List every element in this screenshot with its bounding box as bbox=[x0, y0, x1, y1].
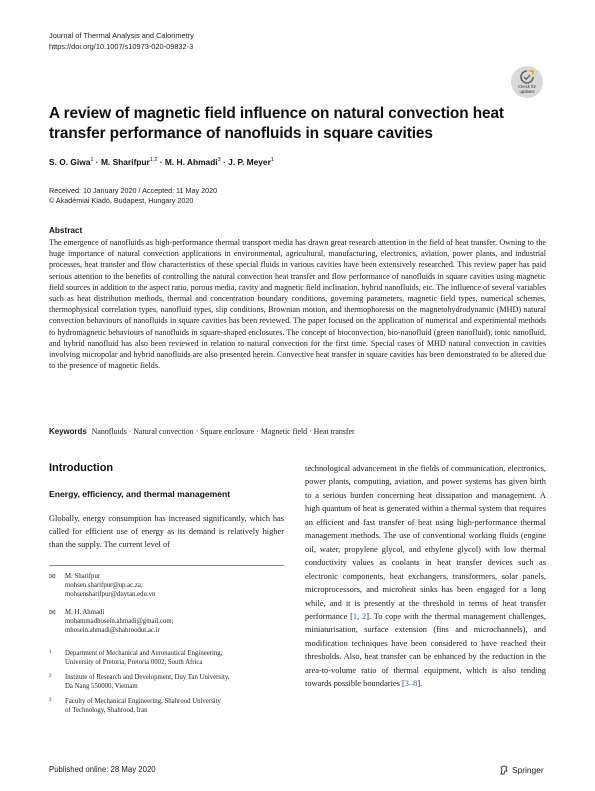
contact-block bbox=[49, 572, 155, 600]
contact-name: M. Sharifpur bbox=[65, 573, 101, 580]
check-for-updates-label: Check for updates bbox=[518, 83, 536, 94]
affiliation: 3 Faculty of Mechanical Engineering, Shahrood University of Technology, Shahrood, Iran bbox=[49, 698, 221, 715]
keywords-list: Nanofluids · Natural convection · Square enclosure · Magnetic field · Heat transfer bbox=[91, 427, 355, 436]
envelope-icon: ✉ bbox=[49, 572, 56, 581]
author-name[interactable]: M. Sharifpur bbox=[100, 157, 150, 167]
journal-header bbox=[49, 31, 194, 52]
publisher-logo bbox=[499, 765, 544, 775]
affiliation: 2 Institute of Research and Development, Duy Tan University, Da Nang 550000, Vietnam bbox=[49, 674, 230, 691]
footnote-divider bbox=[49, 565, 284, 566]
section-heading-introduction: Introduction bbox=[49, 462, 114, 474]
author-list: S. O. Giwa$^1$ · M. Sharifpur$^{1,2}$ · M. H. Ahmadi$^3$ · J. P. Meyer$^1$ bbox=[49, 157, 274, 167]
keywords-label: Keywords bbox=[49, 427, 87, 436]
contact-block bbox=[49, 608, 174, 636]
published-online: Published online: 28 May 2020 bbox=[49, 765, 156, 774]
contact-email[interactable]: mohammadhosein.ahmadi@gmail.com; bbox=[65, 618, 174, 626]
keywords bbox=[49, 427, 355, 436]
article-title: A review of magnetic field influence on natural convection heat transfer performance of nanofluids in square cavities bbox=[49, 105, 504, 142]
contact-email[interactable]: mhosein.ahmadi@shahroodut.ac.ir bbox=[65, 627, 160, 635]
intro-paragraph: Globally, energy consumption has increased significantly, which has called for efficient use of energy as its demand is relatively higher than the supply. The current level of bbox=[49, 514, 284, 549]
citation-link[interactable]: 3–8 bbox=[404, 679, 418, 689]
journal-doi[interactable]: https://doi.org/10.1007/s10973-020-09832-3 bbox=[49, 41, 194, 51]
journal-name: Journal of Thermal Analysis and Calorimetry bbox=[49, 31, 194, 40]
check-for-updates-icon bbox=[520, 70, 534, 84]
body-text-right-column: technological advancement in the fields of communication, electronics, power plants, computing, aviation, and power systems has given birth to a serious burden concerning heat dissipation and management. A high quantum of heat is generated within a thermal system that requires an efficient and fast transfer of heat using high-performance thermal management methods. The use of conventional working fluids (engine oil, water, propylene glycol, and ethylene glycol) with low thermal conductivity values as coolants in heat transfer devices such as electronic components, heat exchangers, transformers, solar panels, microprocessors, and microheat sinks has been engaged for a long while, and it is presently at the threshold in terms of heat transfer performance [1, 2]. To cope with the thermal management challenges, miniaturisation, surface extension (fins and microchannels), and modification techniques have been considered to have reached their thresholds. Also, heat transfer can be enhanced by the reduction in the area-to-volume ratio of thermal equipment, which is also tending towards possible boundaries [3–8]. bbox=[305, 464, 546, 689]
article-dates bbox=[49, 186, 217, 206]
envelope-icon: ✉ bbox=[49, 608, 56, 617]
author-name[interactable]: J. P. Meyer bbox=[228, 157, 271, 167]
springer-horse-icon bbox=[499, 765, 509, 775]
contact-email[interactable]: mohsen.sharifpur@up.ac.za; bbox=[65, 582, 143, 590]
publisher-name: Springer bbox=[512, 765, 544, 775]
affiliation: 1 Department of Mechanical and Aeronautical Engineering, University of Pretoria, Pretoria 0002, South Africa bbox=[49, 650, 223, 667]
contact-email[interactable]: mohsensharifpur@duytan.edu.vn bbox=[65, 591, 156, 599]
abstract-heading: Abstract bbox=[49, 226, 83, 235]
copyright-line: © Akadémiai Kiadó, Budapest, Hungary 2020 bbox=[49, 196, 194, 205]
subsection-heading: Energy, efficiency, and thermal management bbox=[49, 489, 231, 499]
abstract-text: The emergence of nanofluids as high-performance thermal transport media has drawn great research attention in the field of heat transfer. Owning to the huge importance of natural convection applications in environmental, agricultural, manufacturing, electronics, aviation, power plants, and industrial processes, heat transfer and flow characteristics of these special fluids in various cavities have been extensively researched. This review paper has paid serious attention to the benefits of controlling the natural convection heat transfer and flow performance of nanofluids in square cavities using magnetic field sources in addition to the aspect ratio, porous media, cavity and magnetic field inclination, hybrid nanofluids, etc. The influence of several variables such as heat distribution methods, thermal and concentration boundary conditions, governing parameters, magnetic field types, numerical schemes, thermophysical correlation types, nanofluid types, slip conditions, Brownian motion, and thermophoresis on the magnetohydrodynamic (MHD) natural convection behaviours of nanofluids in square cavities has been reviewed. The paper focused on the application of numerical and experimental methods to hydromagnetic behaviours of nanofluids in square-shaped enclosures. The concept of bioconvection, bio-nanofluid (green nanofluid), ionic nanofluid, and hybrid nanofluid has also been reviewed in relation to natural convection for the first time. Special cases of MHD natural convection in cavities involving micropolar and hybrid nanofluids are also presented herein. Convective heat transfer in square cavities has been demonstrated to be altered due to the presence of magnetic fields. bbox=[49, 238, 546, 371]
check-for-updates-badge[interactable] bbox=[511, 66, 543, 98]
contact-name: M. H. Ahmadi bbox=[65, 609, 105, 616]
author-name[interactable]: S. O. Giwa bbox=[49, 157, 91, 167]
citation-link[interactable]: 1 bbox=[352, 611, 358, 621]
received-accepted: Received: 10 January 2020 / Accepted: 11 May 2020 bbox=[49, 186, 218, 195]
author-name[interactable]: M. H. Ahmadi bbox=[164, 157, 218, 167]
citation-link[interactable]: 2 bbox=[362, 611, 367, 621]
